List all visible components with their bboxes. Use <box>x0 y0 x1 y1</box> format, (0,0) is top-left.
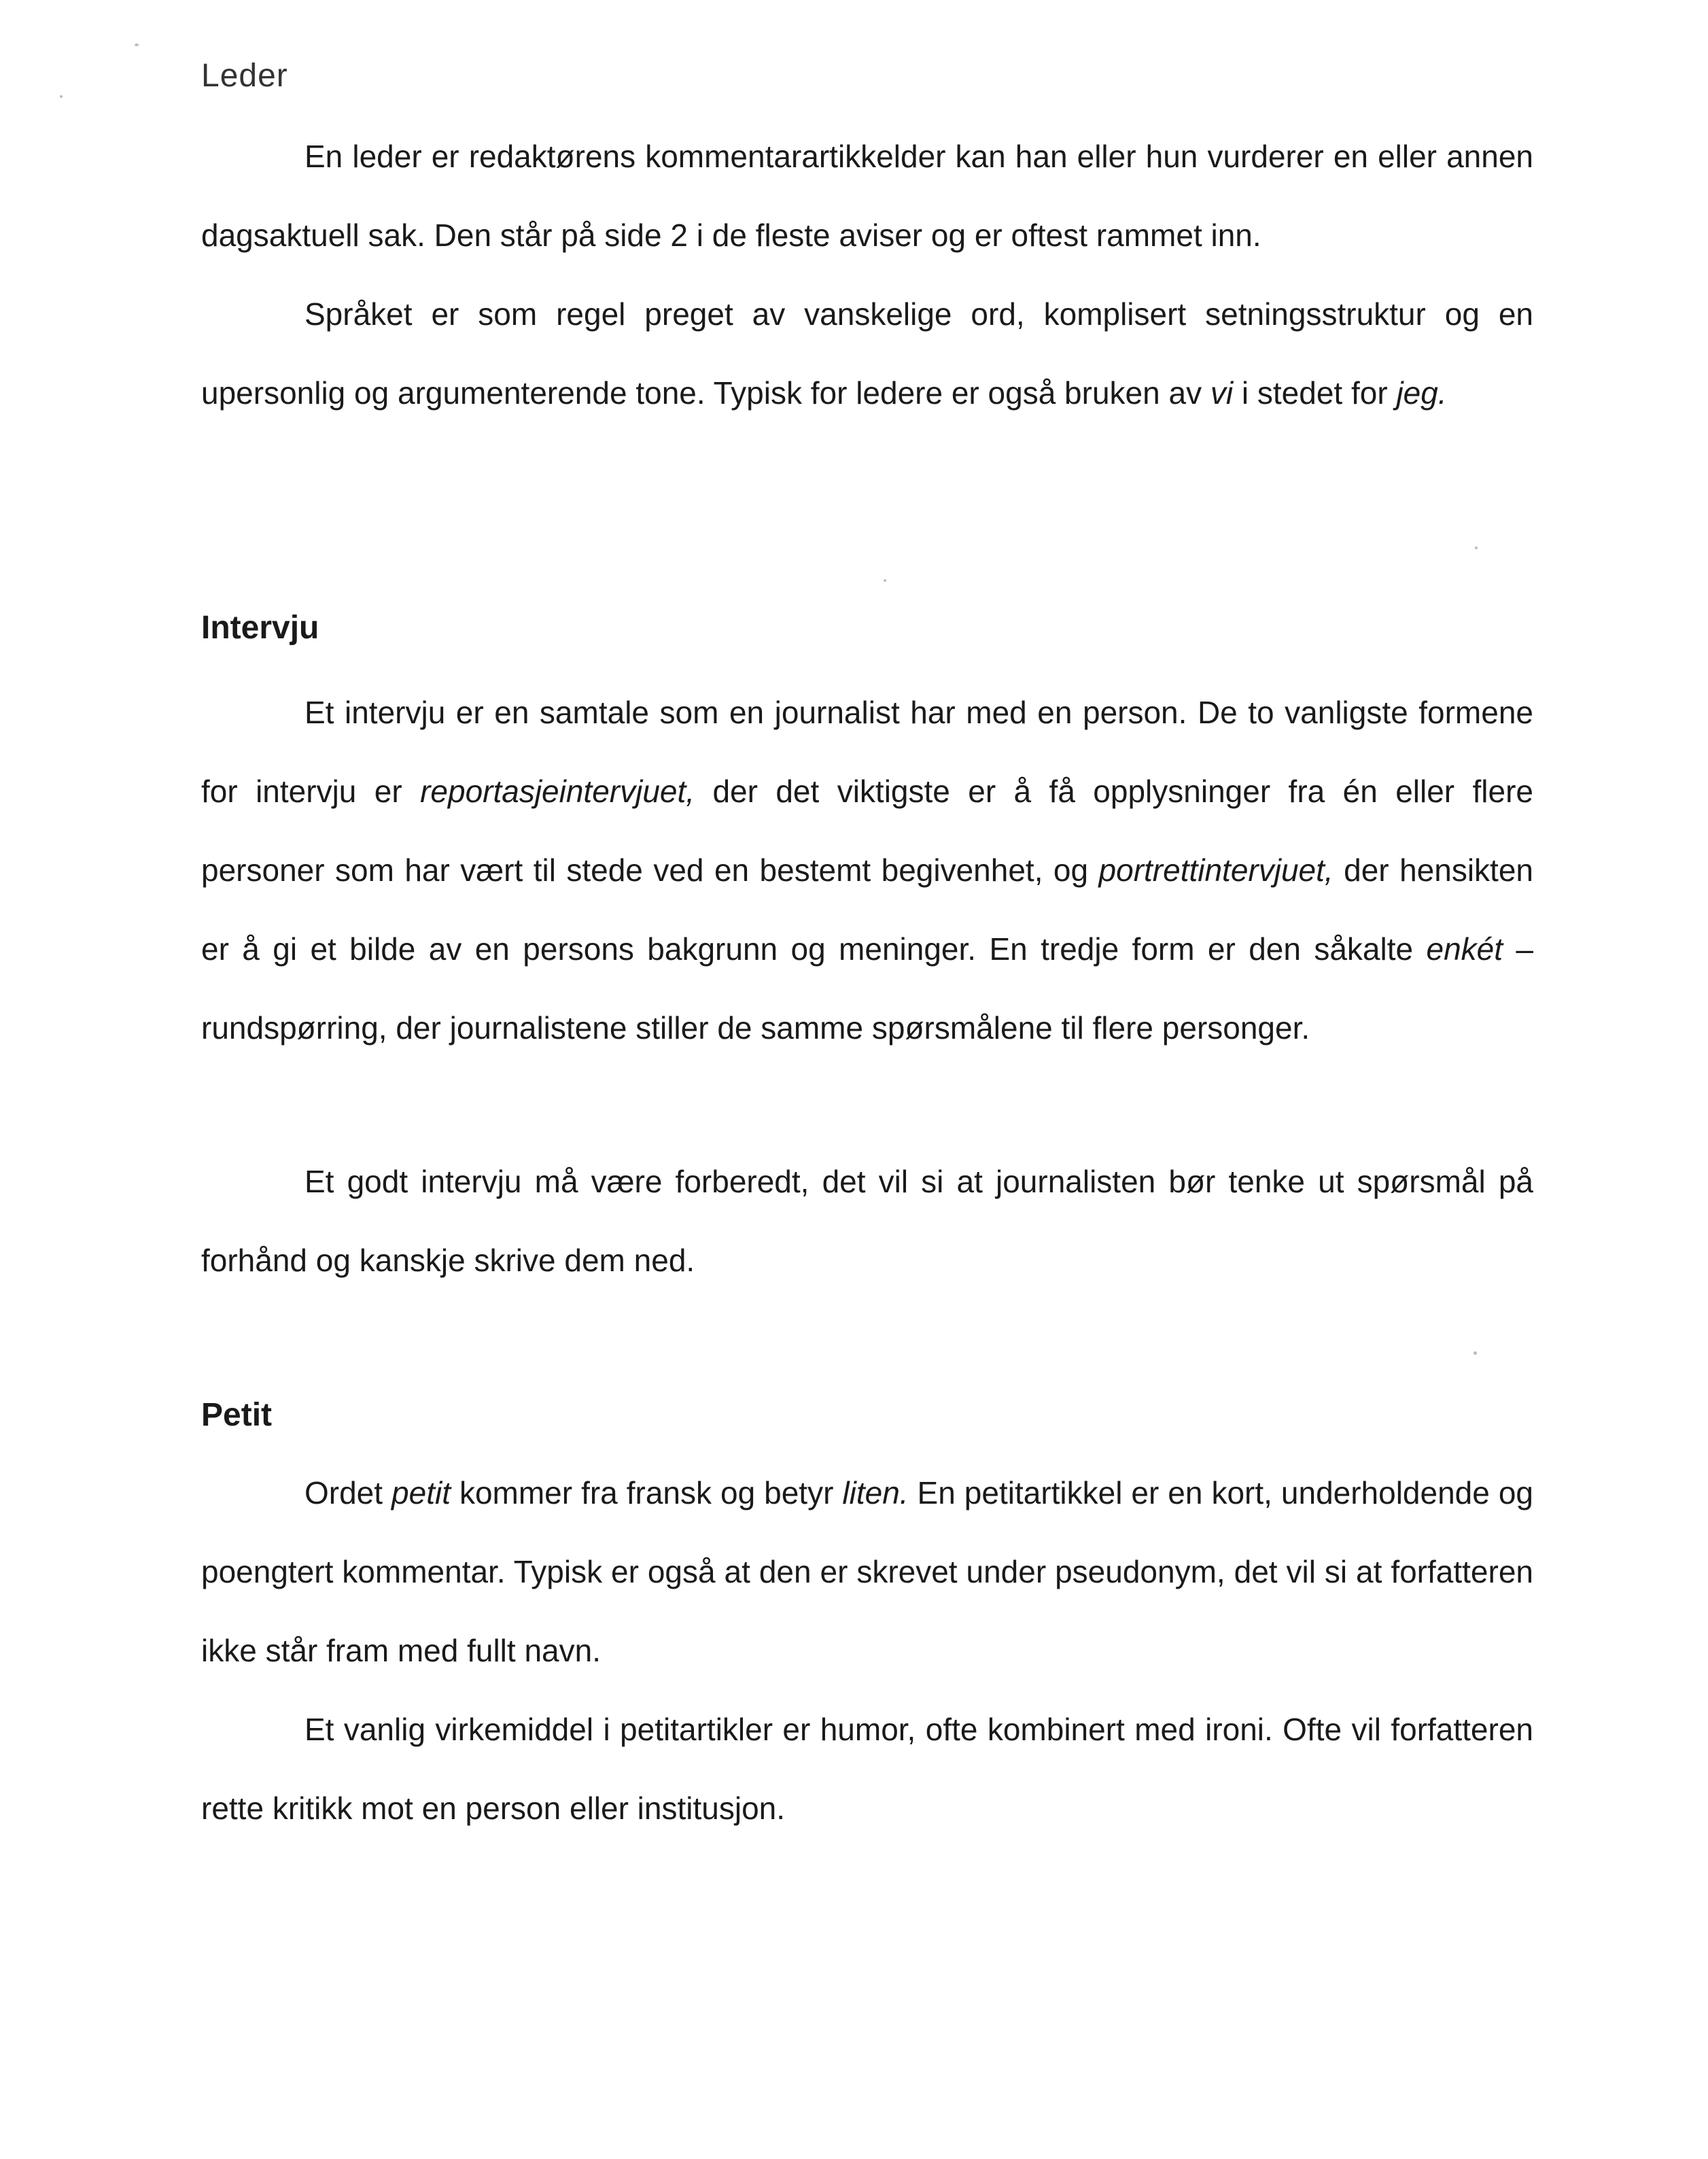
paragraph <box>201 275 1533 432</box>
scan-speck <box>135 44 139 46</box>
text-run: En petitartikkel er en kort, underholdende og poengtert kommentar. Typisk er også at den er skrevet under pseudonym, det vil si at forfatteren ikke står fram med fullt navn. <box>201 1475 1534 1668</box>
scan-speck <box>60 95 63 98</box>
italic-text-run: petit <box>391 1475 451 1510</box>
section-heading-intervju: Intervju <box>201 610 319 646</box>
paragraph <box>201 673 1533 1067</box>
italic-text-run: portrettintervjuet, <box>1098 852 1334 888</box>
scan-speck <box>1474 1351 1477 1355</box>
italic-text-run: liten. <box>842 1475 909 1510</box>
paragraph <box>201 1453 1533 1690</box>
italic-text-run: enkét <box>1426 931 1503 967</box>
scan-speck <box>1475 547 1478 549</box>
text-run: Et godt intervju må være forberedt, det vil si at journalisten bør tenke ut spørsmål på forhånd og kanskje skrive dem ned. <box>201 1164 1533 1278</box>
text-run: Språket er som regel preget av vanskelige ord, komplisert setningsstruktur og en upersonlig og argumenterende tone. Typisk for ledere er også bruken av <box>201 296 1533 411</box>
text-run: der hensikten er å gi et bilde av en persons bakgrunn og meninger. En tredje form er den såkalte <box>201 852 1533 967</box>
section-heading-leder: Leder <box>201 58 288 94</box>
section-heading-petit: Petit <box>201 1397 273 1433</box>
paragraph <box>201 1142 1533 1300</box>
italic-text-run: vi <box>1210 375 1234 411</box>
text-run: der det viktigste er å få opplysninger fra én eller flere personer som har vært til stede ved en bestemt begivenhet, og <box>201 774 1533 888</box>
text-run: Ordet <box>304 1475 392 1510</box>
text-run: kommer fra fransk og betyr <box>450 1475 843 1510</box>
text-run: – rundspørring, der journalistene stiller de samme spørsmålene til flere personger. <box>201 931 1533 1046</box>
paragraph <box>201 1690 1533 1848</box>
text-run: Et vanlig virkemiddel i petitartikler er humor, ofte kombinert med ironi. Ofte vil forfatteren rette kritikk mot en person eller institusjon. <box>201 1712 1533 1826</box>
text-run: Et intervju er en samtale som en journalist har med en person. De to vanligste formene for intervju er <box>201 695 1533 809</box>
text-run: En leder er redaktørens kommentarartikkelder kan han eller hun vurderer en eller annen dagsaktuell sak. Den står på side 2 i de fleste aviser og er oftest rammet inn. <box>201 139 1533 253</box>
italic-text-run: jeg. <box>1396 375 1447 411</box>
text-run: i stedet for <box>1233 375 1397 411</box>
scan-speck <box>884 579 886 582</box>
paragraph <box>201 117 1533 275</box>
italic-text-run: reportasjeintervjuet, <box>420 774 695 809</box>
